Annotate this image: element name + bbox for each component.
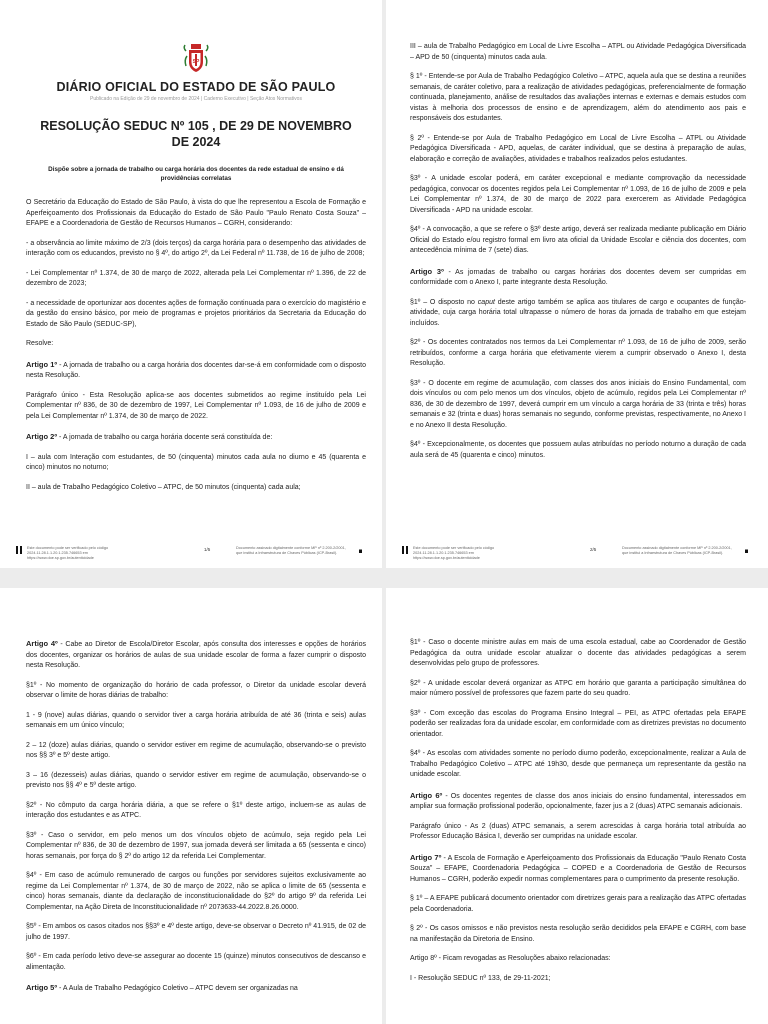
paragraph (410, 298, 746, 330)
verification-text: Este documento pode ser verificado pelo código 2024.11.28.1.1.20.1.235.746653 em https://www.doe.sp.gov.br/autenticidade (27, 546, 109, 560)
newspaper-title: DIÁRIO OFICIAL DO ESTADO DE SÃO PAULO (56, 80, 336, 94)
paragraph: III – aula de Trabalho Pedagógico em Local de Livre Escolha – ATPL ou Atividade Pedagógica Diversificada – APD de 50 (cinquenta) minutos cada aula. (410, 43, 746, 61)
paragraph: §4º - As escolas com atividades somente no período diurno poderão, excepcionalmente, realizar a Aula de Trabalho Pedagógico Coletivo – ATPC até 19h30, desde que permaneça um representante da gestão na unidade escolar. (410, 750, 746, 778)
article-label: Artigo 6º (410, 790, 443, 800)
icp-brasil-seal-icon (742, 546, 752, 556)
qr-code-icon (16, 546, 24, 554)
paragraph: § 2º - Os casos omissos e não previstos nesta resolução serão decididos pela EFAPE e CGRH, com base na manifestação da Diretoria de Ensino. (410, 925, 746, 943)
paragraph: §3º - Caso o servidor, em pelo menos um dos vínculos objeto de acúmulo, seja regido pela Lei Complementar nº 836, de 30 de dezembro de 1997, sua jornada deverá ser limitada a 65 (sessenta e cinco) horas semanais, por força do § 2º do artigo 12 da referida Lei Complementar. (26, 831, 366, 860)
publication-info: Publicado na Edição de 29 de novembro de 2024 | Caderno Executivo | Seção Atos Normativos (90, 96, 302, 102)
resolution-title: RESOLUÇÃO SEDUC Nº 105 , DE 29 DE NOVEMBRO DE 2024 (40, 119, 352, 150)
document-page-1 (0, 0, 382, 568)
paragraph: § 2º - Entende-se por Aula de Trabalho Pedagógico em Local de Livre Escolha – ATPL ou Atividade Pedagógica Diversificada - APD, aquelas, de caráter individual, que se destina à preparação de aulas, elaboração e correção de avaliações, atividades e trabalhos realizados pelos estudantes. (410, 134, 746, 163)
article-label: Artigo 1º (26, 359, 58, 369)
article-3 (410, 266, 746, 289)
paragraph: § 1º – A EFAPE publicará documento orientador com diretrizes gerais para a realização das ATPC ofertadas pela Coordenadoria. (410, 895, 746, 913)
page-footer (402, 546, 752, 560)
paragraph: Parágrafo único - As 2 (duas) ATPC semanais, a serem acrescidas à carga horária total atribuída ao Professor Educação Básica I, deverão ser cumpridas na unidade escolar. (410, 822, 746, 840)
paragraph: - a observância ao limite máximo de 2/3 (dois terços) da carga horária para o desempenho das atividades de interação com os educandos, previsto no § 4º, do artigo 2º, da Lei Federal nº 11.738, de 16 de julho de 2008; (26, 239, 366, 257)
resolution-summary: Dispõe sobre a jornada de trabalho ou carga horária dos docentes da rede estadual de ensino e dá providências correlatas (48, 165, 344, 183)
paragraph: O Secretário da Educação do Estado de São Paulo, à vista do que lhe representou a Escola de Formação e Aperfeiçoamento dos Profissionais da Educação do Estado de São Paulo "Paulo Renato Costa Souza" – EFAPE e a Coordenadoria de Gestão de Recursos Humanos – CGRH, considerando: (26, 199, 366, 227)
article-4 (26, 638, 366, 672)
svg-text:SP: SP (192, 59, 200, 65)
paragraph: § 1º - Entende-se por Aula de Trabalho Pedagógico Coletivo – ATPC, aquela aula que se destina a reuniões semanais, de caráter coletivo, para a realização de atividades pedagógicas, preferencialmente de formação continuada, planejamento, análise de resultados das avaliações internas e externas e demais estudos com vistas à melhoria dos processos de ensino e de aprendizagem, além do atendimento aos pais e responsáveis dos estudantes. (410, 73, 746, 122)
paragraph: 1 - 9 (nove) aulas diárias, quando o servidor tiver a carga horária atribuída de até 36 (trinta e seis) aulas semanais em um único vínculo; (26, 711, 366, 729)
article-label: Artigo 5º (26, 983, 58, 992)
paragraph: Resolve: (26, 340, 54, 347)
page-number: 2/5 (590, 547, 597, 552)
paragraph: - a necessidade de oportunizar aos docentes ações de formação continuada para o exercício do magistério e da gestão do ensino básico, por meio de programas e projetos prioritários da Secretaria da Educação do Estado de São Paulo (SEDUC-SP), (26, 299, 366, 328)
text-run: §1º – O disposto no (410, 298, 478, 306)
verification-text: Este documento pode ser verificado pelo código 2024.11.28.1.1.20.1.235.746653 em https://www.doe.sp.gov.br/autenticidade (413, 546, 495, 560)
paragraph: §3º - O docente em regime de acumulação, com classes dos anos iniciais do Ensino Fundamental, com dois vínculos ou com pelo menos um dos vínculos, objeto de acúmulo, regidos pela Lei Complementar nº 836, de 30 de dezembro de 1997, deverá cumprir em um vínculo a carga horária de 33 (trinta e três) horas semanais e 32 (trinta e duas) horas semanais no segundo, conforme previstas, respectivamente, no Anexo I e no Anexo II desta Resolução. (410, 379, 746, 429)
article-text: - A jornada de trabalho ou carga horária docente será constituída de: (57, 434, 273, 441)
paragraph: §4º - Excepcionalmente, os docentes que possuem aulas atribuídas no período noturno a duração de cada aula será de 45 (quarenta e cinco) minutos. (410, 441, 746, 459)
paragraph: §5º - Em ambos os casos citados nos §§3º e 4º deste artigo, deve-se observar o Decreto nº 41.915, de 02 de julho de 1997. (26, 923, 366, 941)
article-label: Artigo 3º (410, 266, 444, 276)
text-run: deste artigo também se aplica aos titulares de cargo e ocupantes de função-atividade, cuja carga horária total ultrapasse o número de horas da jornada de trabalho em que estejam incluídos. (410, 298, 747, 327)
paragraph: Parágrafo único - Esta Resolução aplica-se aos docentes submetidos ao regime instituído pela Lei Complementar nº 836, de 30 de dezembro de 1997, Lei Complementar nº 1.093, de 16 de julho de 2009 e pela Lei Complementar nº 1.374, de 30 de março de 2022. (26, 391, 366, 420)
article-label: Artigo 2º (26, 432, 58, 441)
paragraph: §1º - No momento de organização do horário de cada professor, o Diretor da unidade escolar deverá observar o limite de horas diárias de trabalho: (26, 681, 366, 699)
document-page-2 (386, 0, 768, 568)
paragraph: §3º - A unidade escolar poderá, em caráter excepcional e mediante comprovação da necessidade pedagógica, convocar os docentes regidos pela Lei Complementar nº 1.093, de 16 de julho de 2009 e pela Lei Complementar nº 1.374, de 30 de março de 2022 para exercerem as Atividade Pedagógica Diversificada - APD na unidade escolar. (410, 175, 746, 214)
document-page-4 (386, 588, 768, 1024)
icp-brasil-seal-icon (356, 546, 366, 556)
article-1 (26, 359, 366, 382)
paragraph: §3º - Com exceção das escolas do Programa Ensino Integral – PEI, as ATPC ofertadas pela EFAPE poderão ser realizadas fora da unidade escolar, em conformidade com as diretrizes previstas no documento orientador. (410, 709, 746, 738)
article-label: Artigo 7º (410, 852, 442, 862)
paragraph: §2º - A unidade escolar deverá organizar as ATPC em horário que garanta a participação simultânea do maior número possível de professores que fazem parte do seu quadro. (410, 679, 746, 697)
paragraph: I - Resolução SEDUC nº 133, de 29-11-2021; (410, 974, 551, 982)
paragraph: I – aula com Interação com estudantes, de 50 (cinquenta) minutos cada aula no diurno e 45 (quarenta e cinco) minutos no noturno; (26, 453, 366, 471)
article-5 (26, 982, 366, 995)
italic-term: caput (477, 298, 495, 306)
article-text: - A Aula de Trabalho Pedagógico Coletivo – ATPC devem ser organizadas na (57, 985, 298, 992)
paragraph: - Lei Complementar nº 1.374, de 30 de março de 2022, alterada pela Lei Complementar nº 1.396, de 22 de dezembro de 2023; (26, 269, 366, 287)
article-text: - A jornada de trabalho ou a carga horária dos docentes dar-se-á em conformidade com o disposto nesta Resolução. (26, 361, 366, 379)
paragraph: §4º - Em caso de acúmulo remunerado de cargos ou funções por servidores sujeitos exclusivamente ao regime da Lei Complementar nº 1.374, de 30 de março de 2022, não se aplica o limite de 65 (sessenta e cinco) horas semanais, diante da declaração de inconstitucionalidade do §2º do artigo 9º da referida Lei Complementar, na Ação Direta de Inconstitucionalidade nº 2073633-44.2022.8.26.0000. (26, 872, 366, 911)
article-2 (26, 431, 366, 444)
paragraph: 3 – 16 (dezesseis) aulas diárias, quando o servidor estiver em regime de acumulação, observando-se o previsto nos §§ 4º e 5º deste artigo. (26, 771, 366, 789)
article-label: Artigo 4º (26, 639, 58, 648)
article-text: - As jornadas de trabalho ou cargas horárias dos docentes devem ser cumpridas em conformidade com o Anexo I, parte integrante desta Resolução. (410, 268, 747, 286)
paragraph: 2 – 12 (doze) aulas diárias, quando o servidor estiver em regime de acumulação, observando-se o previsto nos §§ 3º e 5º deste artigo. (26, 741, 366, 759)
document-page-3 (0, 588, 382, 1024)
page-footer (16, 546, 366, 560)
paragraph: II – aula de Trabalho Pedagógico Coletivo – ATPC, de 50 minutos (cinquenta) cada aula; (26, 483, 301, 491)
paragraph: §1º - Caso o docente ministre aulas em mais de uma escola estadual, cabe ao Coordenador de Gestão Pedagógica da outra unidade escolar atualizar o docente das atividades pedagógicas a serem desenvolvidas pelo grupo de professores. (410, 639, 746, 667)
article-text: - Os docentes regentes de classe dos anos iniciais do ensino fundamental, interessados em ampliar sua formação profissional poderão, opcionalmente, fazer jus a 2 (duas) ATPC semanais adicionais. (410, 792, 746, 810)
article-7 (410, 852, 746, 886)
paragraph: Artigo 8º - Ficam revogadas as Resoluções abaixo relacionadas: (410, 955, 611, 962)
page-number: 1/5 (204, 547, 211, 552)
article-text: - Cabe ao Diretor de Escola/Diretor Escolar, após consulta dos interesses e opções de horários dos docentes, organizar os horários de aulas de sua unidade escolar de forma a fazer cumprir o disposto nesta Resolução. (26, 641, 366, 669)
qr-code-icon (402, 546, 410, 554)
paragraph: §6º - Em cada período letivo deve-se assegurar ao docente 15 (quinze) minutos consecutivos de descanso e alimentação. (26, 953, 366, 971)
sao-paulo-coat-of-arms-icon (181, 42, 211, 74)
article-text: - A Escola de Formação e Aperfeiçoamento dos Profissionais da Educação "Paulo Renato Costa Souza" – EFAPE, Coordenadoria Pedagógica – COPED e a Coordenadoria de Gestão de Recursos Humanos – CGRH, poderão expedir normas complementares para o cumprimento da presente resolução. (410, 854, 747, 883)
signature-notice: Documento assinado digitalmente conforme MP nº 2.200-2/2001, que institui a Infraestrutura de Chaves Públicas (ICP-Brasil). (236, 546, 346, 555)
signature-notice: Documento assinado digitalmente conforme MP nº 2.200-2/2001, que institui a Infraestrutura de Chaves Públicas (ICP-Brasil). (622, 546, 732, 555)
paragraph: §2º - No cômputo da carga horária diária, a que se refere o §1º deste artigo, incluem-se as aulas de interação dos estudantes e as ATPC. (26, 801, 366, 819)
paragraph: §4º - A convocação, a que se refere o §3º deste artigo, deverá ser realizada mediante publicação em Diário Oficial do Estado e/ou registro formal em livro ata oficial da Unidade Escolar e ciência dos docentes, com antecedência mínima de 7 (sete) dias. (410, 226, 746, 254)
paragraph: §2º - Os docentes contratados nos termos da Lei Complementar nº 1.093, de 16 de julho de 2009, serão retribuídos, conforme a carga horária que efetivamente vierem a cumprir observado o Anexo I, desta Resolução. (410, 339, 746, 367)
article-6 (410, 790, 746, 813)
